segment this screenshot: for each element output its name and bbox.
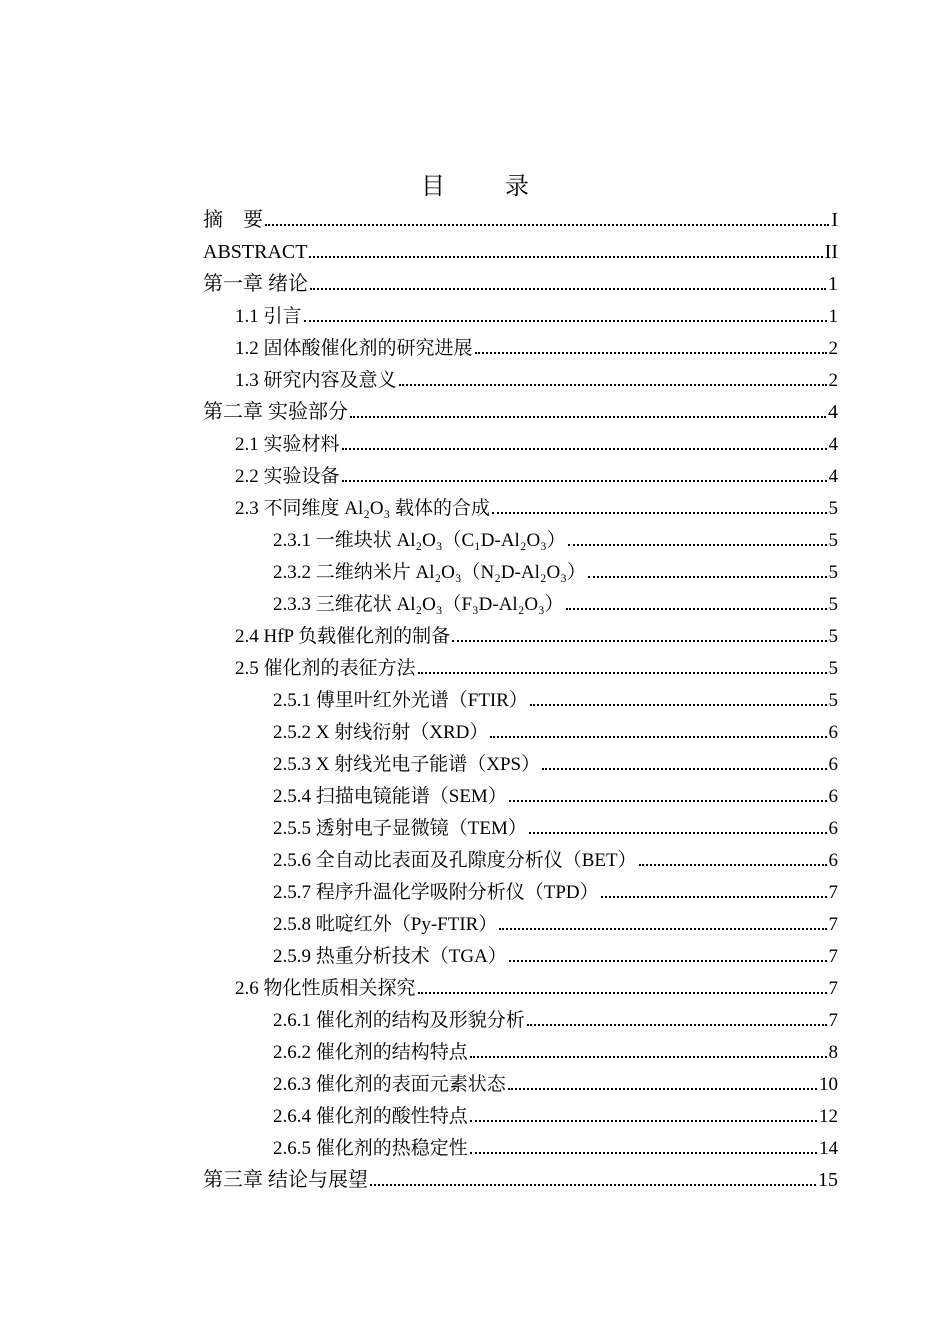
toc-entry-page: 4	[828, 401, 838, 423]
toc-entry	[273, 714, 838, 744]
toc-entry	[235, 618, 838, 648]
toc-dot-leader	[568, 544, 827, 546]
toc-entry	[203, 202, 838, 232]
toc-entry-page: 5	[828, 626, 838, 647]
toc-entry-label: 1.1 引言	[235, 306, 302, 327]
toc-entry	[273, 778, 838, 808]
toc-entry-label: 2.3.2 二维纳米片 Al₂O₃（N₂D-Al₂O₃）	[273, 562, 586, 583]
toc-dot-leader	[342, 448, 827, 450]
toc-entry	[273, 522, 838, 552]
toc-dot-leader	[399, 384, 827, 386]
toc-entry	[273, 1098, 838, 1128]
toc-entry-label: 2.3.1 一维块状 Al₂O₃（C₁D-Al₂O₃）	[273, 530, 566, 551]
toc-dot-leader	[529, 832, 827, 834]
toc-dot-leader	[508, 1088, 817, 1090]
toc-entry	[203, 234, 838, 264]
toc-dot-leader	[418, 992, 827, 994]
toc-entry-page: 5	[828, 690, 838, 711]
toc-entry-page: 7	[828, 1010, 838, 1031]
toc-entry	[235, 970, 838, 1000]
toc-entry-label: 2.5 催化剂的表征方法	[235, 658, 416, 679]
toc-entry-label: 2.6.2 催化剂的结构特点	[273, 1042, 468, 1063]
toc-entry-page: 7	[828, 946, 838, 967]
toc-entry-label: 2.5.5 透射电子显微镜（TEM）	[273, 818, 527, 839]
toc-entry-label: 2.3 不同维度 Al₂O₃ 载体的合成	[235, 498, 490, 519]
toc-dot-leader	[542, 768, 826, 770]
toc-entry-label: 2.6 物化性质相关探究	[235, 978, 416, 999]
toc-entry	[203, 394, 838, 424]
toc-entry-page: 4	[828, 466, 838, 487]
toc-entry-page: 2	[828, 338, 838, 359]
toc-dot-leader	[527, 1024, 827, 1026]
toc-dot-leader	[530, 704, 827, 706]
toc-entry-label: 2.6.5 催化剂的热稳定性	[273, 1138, 468, 1159]
toc-dot-leader	[470, 1152, 817, 1154]
toc-dot-leader	[509, 960, 827, 962]
toc-entry-page: 5	[828, 530, 838, 551]
toc-entry	[273, 810, 838, 840]
toc-entry-label: 2.5.6 全自动比表面及孔隙度分析仪（BET）	[273, 850, 637, 871]
toc-entry	[273, 554, 838, 584]
toc-dot-leader	[509, 800, 827, 802]
toc-entry-label: 摘 要	[203, 209, 263, 231]
toc-entry-label: 2.5.4 扫描电镜能谱（SEM）	[273, 786, 507, 807]
toc-dot-leader	[639, 864, 827, 866]
toc-entry	[273, 938, 838, 968]
toc-dot-leader	[588, 576, 827, 578]
toc-entry-label: 1.3 研究内容及意义	[235, 370, 397, 391]
toc-entry-page: 6	[828, 850, 838, 871]
toc-dot-leader	[418, 672, 827, 674]
toc-entry	[273, 682, 838, 712]
toc-entry	[273, 746, 838, 776]
toc-entry	[273, 874, 838, 904]
toc-dot-leader	[492, 512, 827, 514]
toc-entry-page: II	[824, 241, 838, 263]
toc-entry-label: 2.5.9 热重分析技术（TGA）	[273, 946, 507, 967]
toc-entry-label: 2.6.1 催化剂的结构及形貌分析	[273, 1010, 525, 1031]
toc-entry	[273, 842, 838, 872]
toc-entry	[273, 1034, 838, 1064]
toc-entry	[203, 266, 838, 296]
toc-entry-page: 5	[828, 562, 838, 583]
toc-entry	[235, 298, 838, 328]
toc-entry-label: 2.5.8 吡啶红外（Py-FTIR）	[273, 914, 498, 935]
toc-dot-leader	[470, 1120, 817, 1122]
toc-entry-label: 2.1 实验材料	[235, 434, 340, 455]
toc-entry	[273, 1130, 838, 1160]
toc-dot-leader	[499, 928, 826, 930]
toc-entry-page: I	[831, 209, 838, 231]
toc-entry-label: 2.6.3 催化剂的表面元素状态	[273, 1074, 506, 1095]
toc-entry	[273, 1066, 838, 1096]
toc-entry	[273, 906, 838, 936]
toc-entry-label: 第三章 结论与展望	[203, 1169, 368, 1191]
toc-entry-label: 2.2 实验设备	[235, 466, 340, 487]
toc-entry-label: 第一章 绪论	[203, 273, 308, 295]
toc-entry-label: 2.4 HfP 负载催化剂的制备	[235, 626, 451, 647]
toc-dot-leader	[566, 608, 827, 610]
toc-entry-page: 6	[828, 786, 838, 807]
toc-dot-leader	[452, 640, 826, 642]
toc-entry-label: 2.3.3 三维花状 Al₂O₃（F₃D-Al₂O₃）	[273, 594, 564, 615]
toc-entry-label: 2.5.7 程序升温化学吸附分析仪（TPD）	[273, 882, 599, 903]
toc-entry-label: 2.5.3 X 射线光电子能谱（XPS）	[273, 754, 541, 775]
toc-dot-leader	[304, 320, 827, 322]
toc-entry-page: 7	[828, 882, 838, 903]
toc-dot-leader	[490, 736, 826, 738]
toc-dot-leader	[370, 1184, 816, 1186]
toc-entry-page: 7	[828, 914, 838, 935]
toc-entry-label: 2.6.4 催化剂的酸性特点	[273, 1106, 468, 1127]
toc-entry-page: 5	[828, 658, 838, 679]
toc-entry-page: 7	[828, 978, 838, 999]
toc-dot-leader	[475, 352, 827, 354]
toc-entry-label: 第二章 实验部分	[203, 401, 348, 423]
toc-entry-page: 6	[828, 818, 838, 839]
toc-dot-leader	[470, 1056, 827, 1058]
toc-entry-page: 6	[828, 722, 838, 743]
toc-entry-page: 4	[828, 434, 838, 455]
toc-entry	[235, 650, 838, 680]
toc-entry	[235, 362, 838, 392]
toc-entry	[235, 458, 838, 488]
toc-entry-page: 1	[828, 273, 838, 295]
toc-entry-label: 1.2 固体酸催化剂的研究进展	[235, 338, 473, 359]
toc-dot-leader	[342, 480, 827, 482]
toc-entry-page: 5	[828, 498, 838, 519]
toc-entry-label: 2.5.1 傅里叶红外光谱（FTIR）	[273, 690, 528, 711]
toc-entry-page: 6	[828, 754, 838, 775]
toc-entry-page: 12	[819, 1106, 838, 1127]
toc-entry	[235, 330, 838, 360]
toc-dot-leader	[350, 416, 826, 418]
toc-entry	[235, 426, 838, 456]
toc-entry-page: 10	[819, 1074, 838, 1095]
toc-entry-page: 15	[818, 1169, 838, 1191]
toc-entry-page: 5	[828, 594, 838, 615]
toc-dot-leader	[310, 288, 826, 290]
toc-entry-page: 8	[828, 1042, 838, 1063]
toc-dot-leader	[265, 224, 829, 226]
toc-entry-page: 1	[828, 306, 838, 327]
toc-entry-page: 2	[828, 370, 838, 391]
toc-entry-label: 2.5.2 X 射线衍射（XRD）	[273, 722, 489, 743]
toc-dot-leader	[601, 896, 827, 898]
toc-entry-page: 14	[819, 1138, 838, 1159]
toc-entry-label: ABSTRACT	[203, 241, 308, 263]
toc-title: 目 录	[421, 174, 547, 200]
toc-entry	[235, 490, 838, 520]
toc-dot-leader	[309, 256, 822, 258]
toc-entry	[273, 586, 838, 616]
toc-entry	[203, 1162, 838, 1192]
toc-entry	[273, 1002, 838, 1032]
